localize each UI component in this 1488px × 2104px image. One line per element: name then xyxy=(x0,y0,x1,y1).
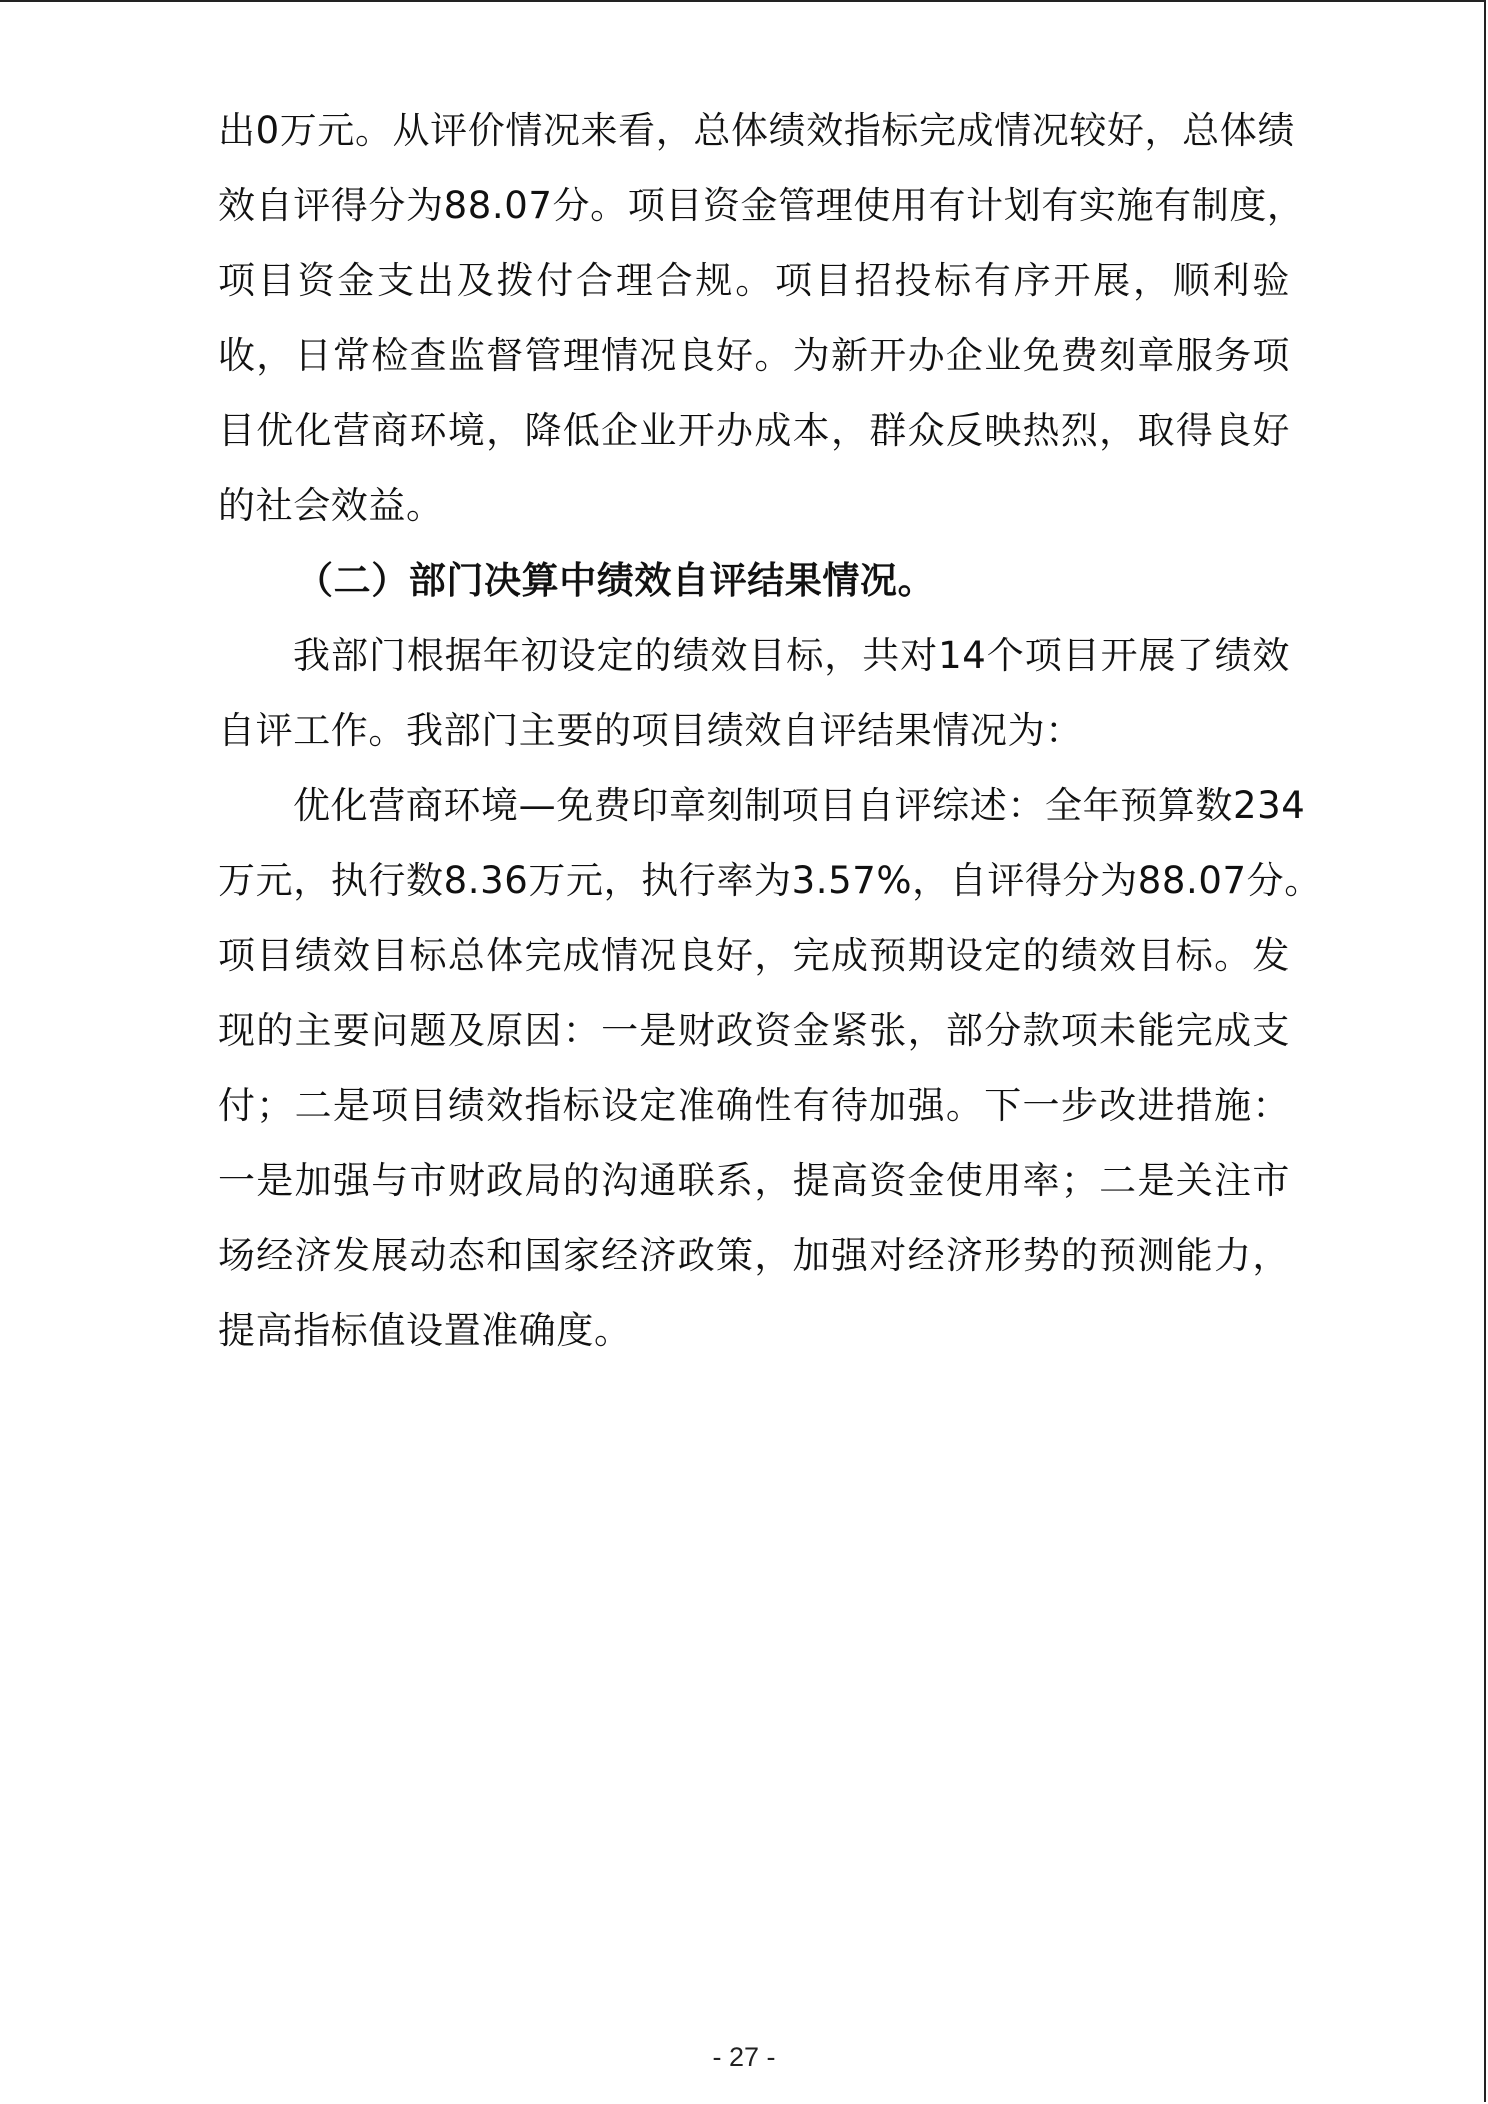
body-text-line: 优化营商环境—免费印章刻制项目自评综述：全年预算数234 xyxy=(293,784,1306,827)
section-heading: （二）部门决算中绩效自评结果情况。 xyxy=(296,559,936,602)
body-text-line: 付；二是项目绩效指标设定准确性有待加强。下一步改进措施： xyxy=(218,1084,1290,1127)
body-text-line: 提高指标值设置准确度。 xyxy=(218,1309,632,1352)
body-text-line: 出0万元。从评价情况来看，总体绩效指标完成情况较好，总体绩 xyxy=(218,109,1295,152)
body-text-line: 收，日常检查监督管理情况良好。为新开办企业免费刻章服务项 xyxy=(218,334,1290,377)
body-text-line: 一是加强与市财政局的沟通联系，提高资金使用率；二是关注市 xyxy=(218,1159,1290,1202)
body-text-line: 项目绩效目标总体完成情况良好，完成预期设定的绩效目标。发 xyxy=(218,934,1290,977)
body-text-line: 目优化营商环境，降低企业开办成本，群众反映热烈，取得良好 xyxy=(218,409,1290,452)
body-text-line: 的社会效益。 xyxy=(218,484,444,527)
body-text-line: 效自评得分为88.07分。项目资金管理使用有计划有实施有制度， xyxy=(218,184,1305,227)
body-text-line: 万元，执行数8.36万元，执行率为3.57%，自评得分为88.07分。 xyxy=(218,859,1322,902)
body-text-line: 自评工作。我部门主要的项目绩效自评结果情况为： xyxy=(218,709,1083,752)
body-text-line: 项目资金支出及拨付合理合规。项目招投标有序开展，顺利验 xyxy=(218,259,1290,302)
body-text-line: 场经济发展动态和国家经济政策，加强对经济形势的预测能力， xyxy=(218,1234,1290,1277)
page-number: - 27 - xyxy=(712,2042,776,2072)
body-text-line: 现的主要问题及原因：一是财政资金紧张，部分款项未能完成支 xyxy=(218,1009,1290,1052)
body-text-line: 我部门根据年初设定的绩效目标，共对14个项目开展了绩效 xyxy=(293,634,1290,677)
document-body xyxy=(218,100,1322,1375)
